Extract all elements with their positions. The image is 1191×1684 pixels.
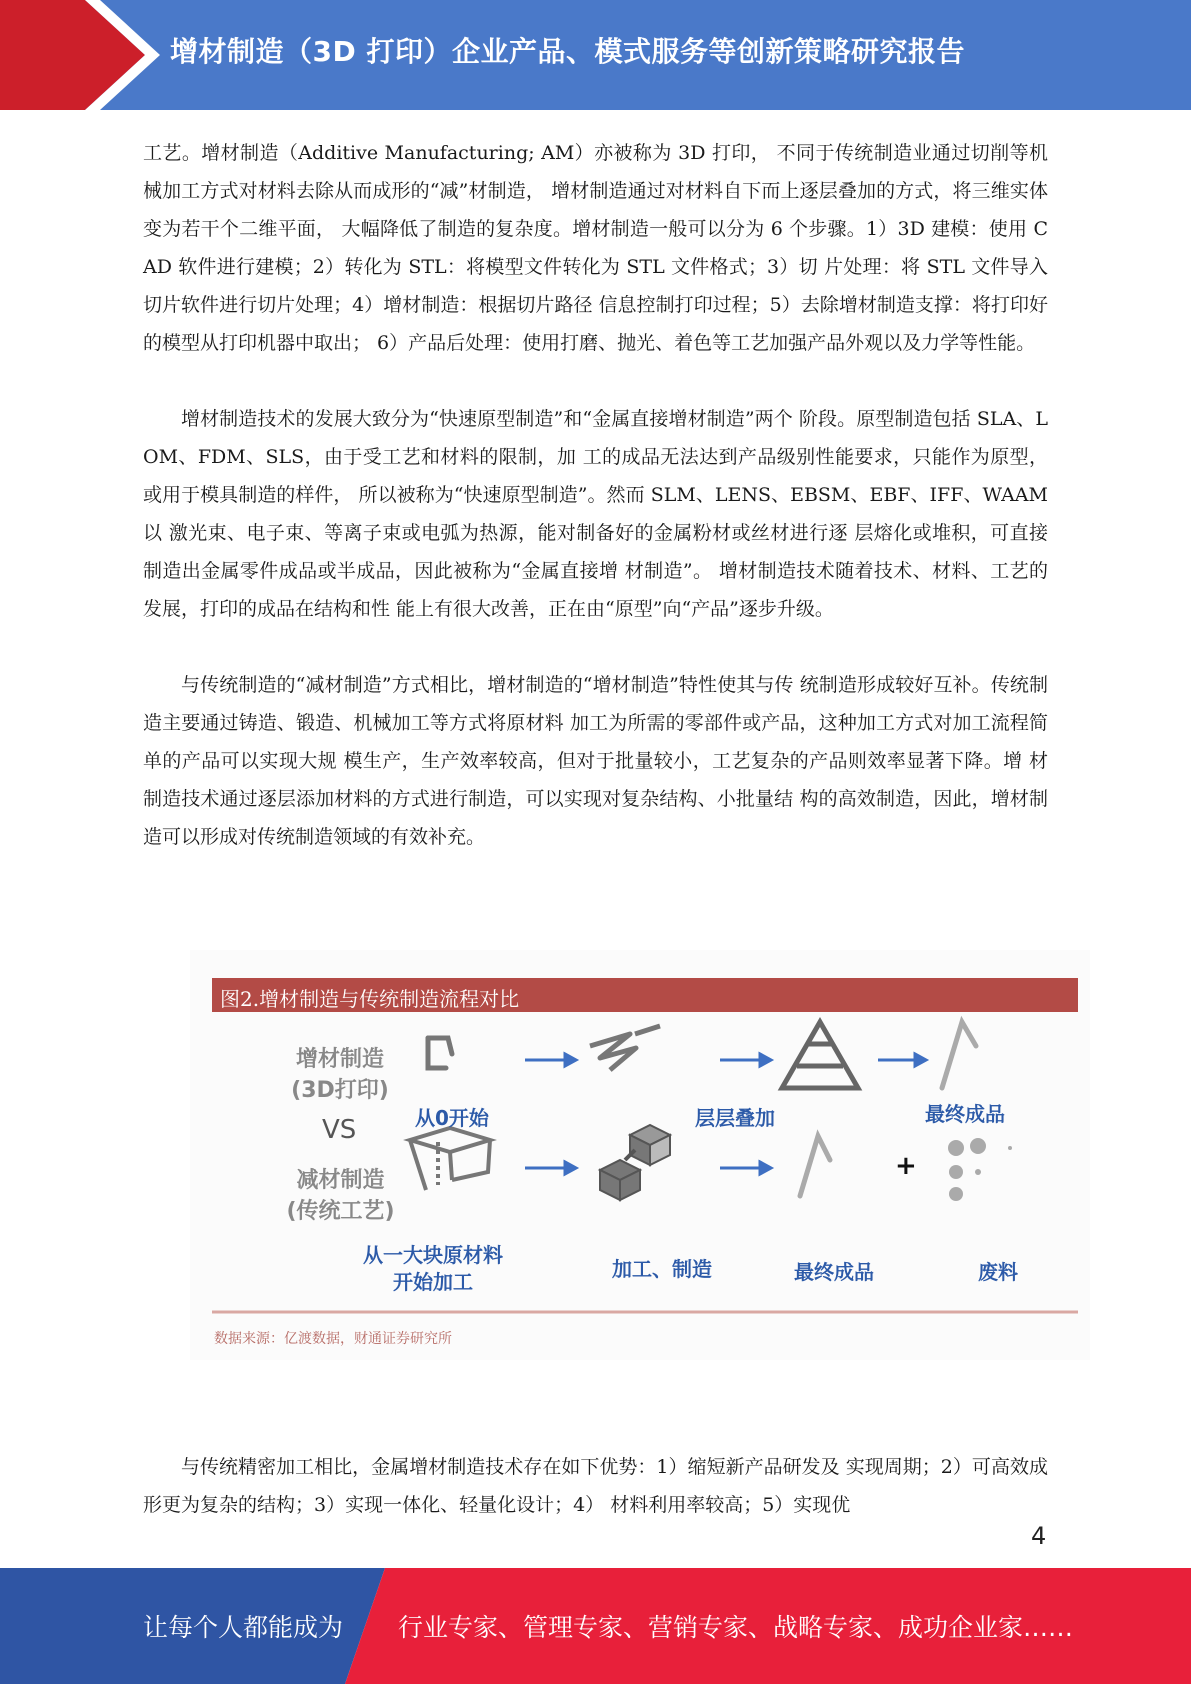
figure-graphics (190, 950, 1090, 1360)
machining-cubes-icon (600, 1125, 670, 1200)
sub-step4-label: 废料 (978, 1260, 1018, 1284)
vs-label: VS (322, 1115, 357, 1145)
additive-start-icon (428, 1038, 452, 1068)
raw-block-icon (410, 1128, 490, 1190)
figure-source: 数据来源：亿渡数据，财通证券研究所 (214, 1331, 452, 1347)
paragraph-1: 工艺。增材制造（Additive Manufacturing; AM）亦被称为 3D 打印， 不同于传统制造业通过切削等机械加工方式对材料去除从而成形的“减”材制造， 增材制造通过对材料自下而上逐层叠加的方式，将三维实体变为若干个二维平面， 大幅降低了制造的复杂度。增材制造一般可以分为 6 个步骤。1）3D 建模：使用 CAD 软件进行建模；2）转化为 STL：将模型文件转化为 STL 文件格式；3）切 片处理：将 STL 文件导入切片软件进行切片处理；4）增材制造：根据切片路径 信息控制打印过程；5）去除增材制造支撑：将打印好的模型从打印机器中取出； 6）产品后处理：使用打磨、抛光、着色等工艺加强产品外观以及力学等性能。 (143, 142, 1048, 354)
document-body (143, 134, 1048, 856)
footer-slogan-right: 行业专家、管理专家、营销专家、战略专家、成功企业家…… (398, 1613, 1074, 1642)
subtractive-label: 减材制造 (传统工艺) (286, 1168, 395, 1224)
paragraph-4: 与传统精密加工相比，金属增材制造技术存在如下优势：1）缩短新产品研发及 实现周期；2）可高效成形更为复杂的结构；3）实现一体化、轻量化设计；4） 材料利用率较高；5）实现优 (143, 1456, 1048, 1516)
arrow-icon (525, 1054, 576, 1066)
add-step1-label: 从0开始 (415, 1106, 489, 1130)
arrow-icon (720, 1054, 771, 1066)
final-product-icon (800, 1136, 830, 1196)
add-step3-label: 最终成品 (925, 1102, 1005, 1126)
document-body-continued (143, 1448, 1048, 1524)
paragraph-3: 与传统制造的“减材制造”方式相比，增材制造的“增材制造”特性使其与传 统制造形成较好互补。传统制造主要通过铸造、锻造、机械加工等方式将原材料 加工为所需的零部件或产品，这种加工方式对加工流程简单的产品可以实现大规 模生产，生产效率较高，但对于批量较小，工艺复杂的产品则效率显著下降。增 材制造技术通过逐层添加材料的方式进行制造，可以实现对复杂结构、小批量结 构的高效制造，因此，增材制造可以形成对传统制造领域的有效补充。 (143, 674, 1048, 848)
scrap-dots-icon (948, 1138, 1012, 1201)
header-title: 增材制造（3D 打印）企业产品、模式服务等创新策略研究报告 (170, 35, 965, 68)
footer-slogan-left: 让每个人都能成为 (143, 1613, 344, 1642)
final-product-icon (942, 1022, 976, 1088)
figure-title: 图2.增材制造与传统制造流程对比 (220, 987, 520, 1011)
sub-step3-label: 最终成品 (794, 1260, 874, 1284)
sub-step2-label: 加工、制造 (612, 1257, 712, 1281)
page-footer (0, 1568, 1191, 1684)
pyramid-layers-icon (782, 1022, 858, 1088)
plus-symbol: + (895, 1151, 917, 1181)
add-step2-label: 层层叠加 (695, 1106, 775, 1130)
layer-zigzag-icon (590, 1026, 660, 1070)
arrow-icon (720, 1162, 771, 1174)
process-comparison-figure (190, 950, 1090, 1360)
page-number: 4 (1031, 1522, 1047, 1550)
arrow-icon (878, 1054, 926, 1066)
sub-step1-label: 从一大块原材料 开始加工 (363, 1243, 503, 1294)
additive-label: 增材制造 (3D打印) (291, 1047, 389, 1103)
arrow-icon (525, 1162, 576, 1174)
header-red-chevron (0, 0, 160, 110)
paragraph-2: 增材制造技术的发展大致分为“快速原型制造”和“金属直接增材制造”两个 阶段。原型制造包括 SLA、LOM、FDM、SLS，由于受工艺和材料的限制，加 工的成品无法达到产品级别性能要求，只能作为原型，或用于模具制造的样件， 所以被称为“快速原型制造”。然而 SLM、LENS、EBSM、EBF、IFF、WAAM 以 激光束、电子束、等离子束或电弧为热源，能对制备好的金属粉材或丝材进行逐 层熔化或堆积，可直接制造出金属零件成品或半成品，因此被称为“金属直接增 材制造”。 增材制造技术随着技术、材料、工艺的发展，打印的成品在结构和性 能上有很大改善，正在由“原型”向“产品”逐步升级。 (143, 408, 1048, 620)
page-header (0, 0, 1191, 110)
